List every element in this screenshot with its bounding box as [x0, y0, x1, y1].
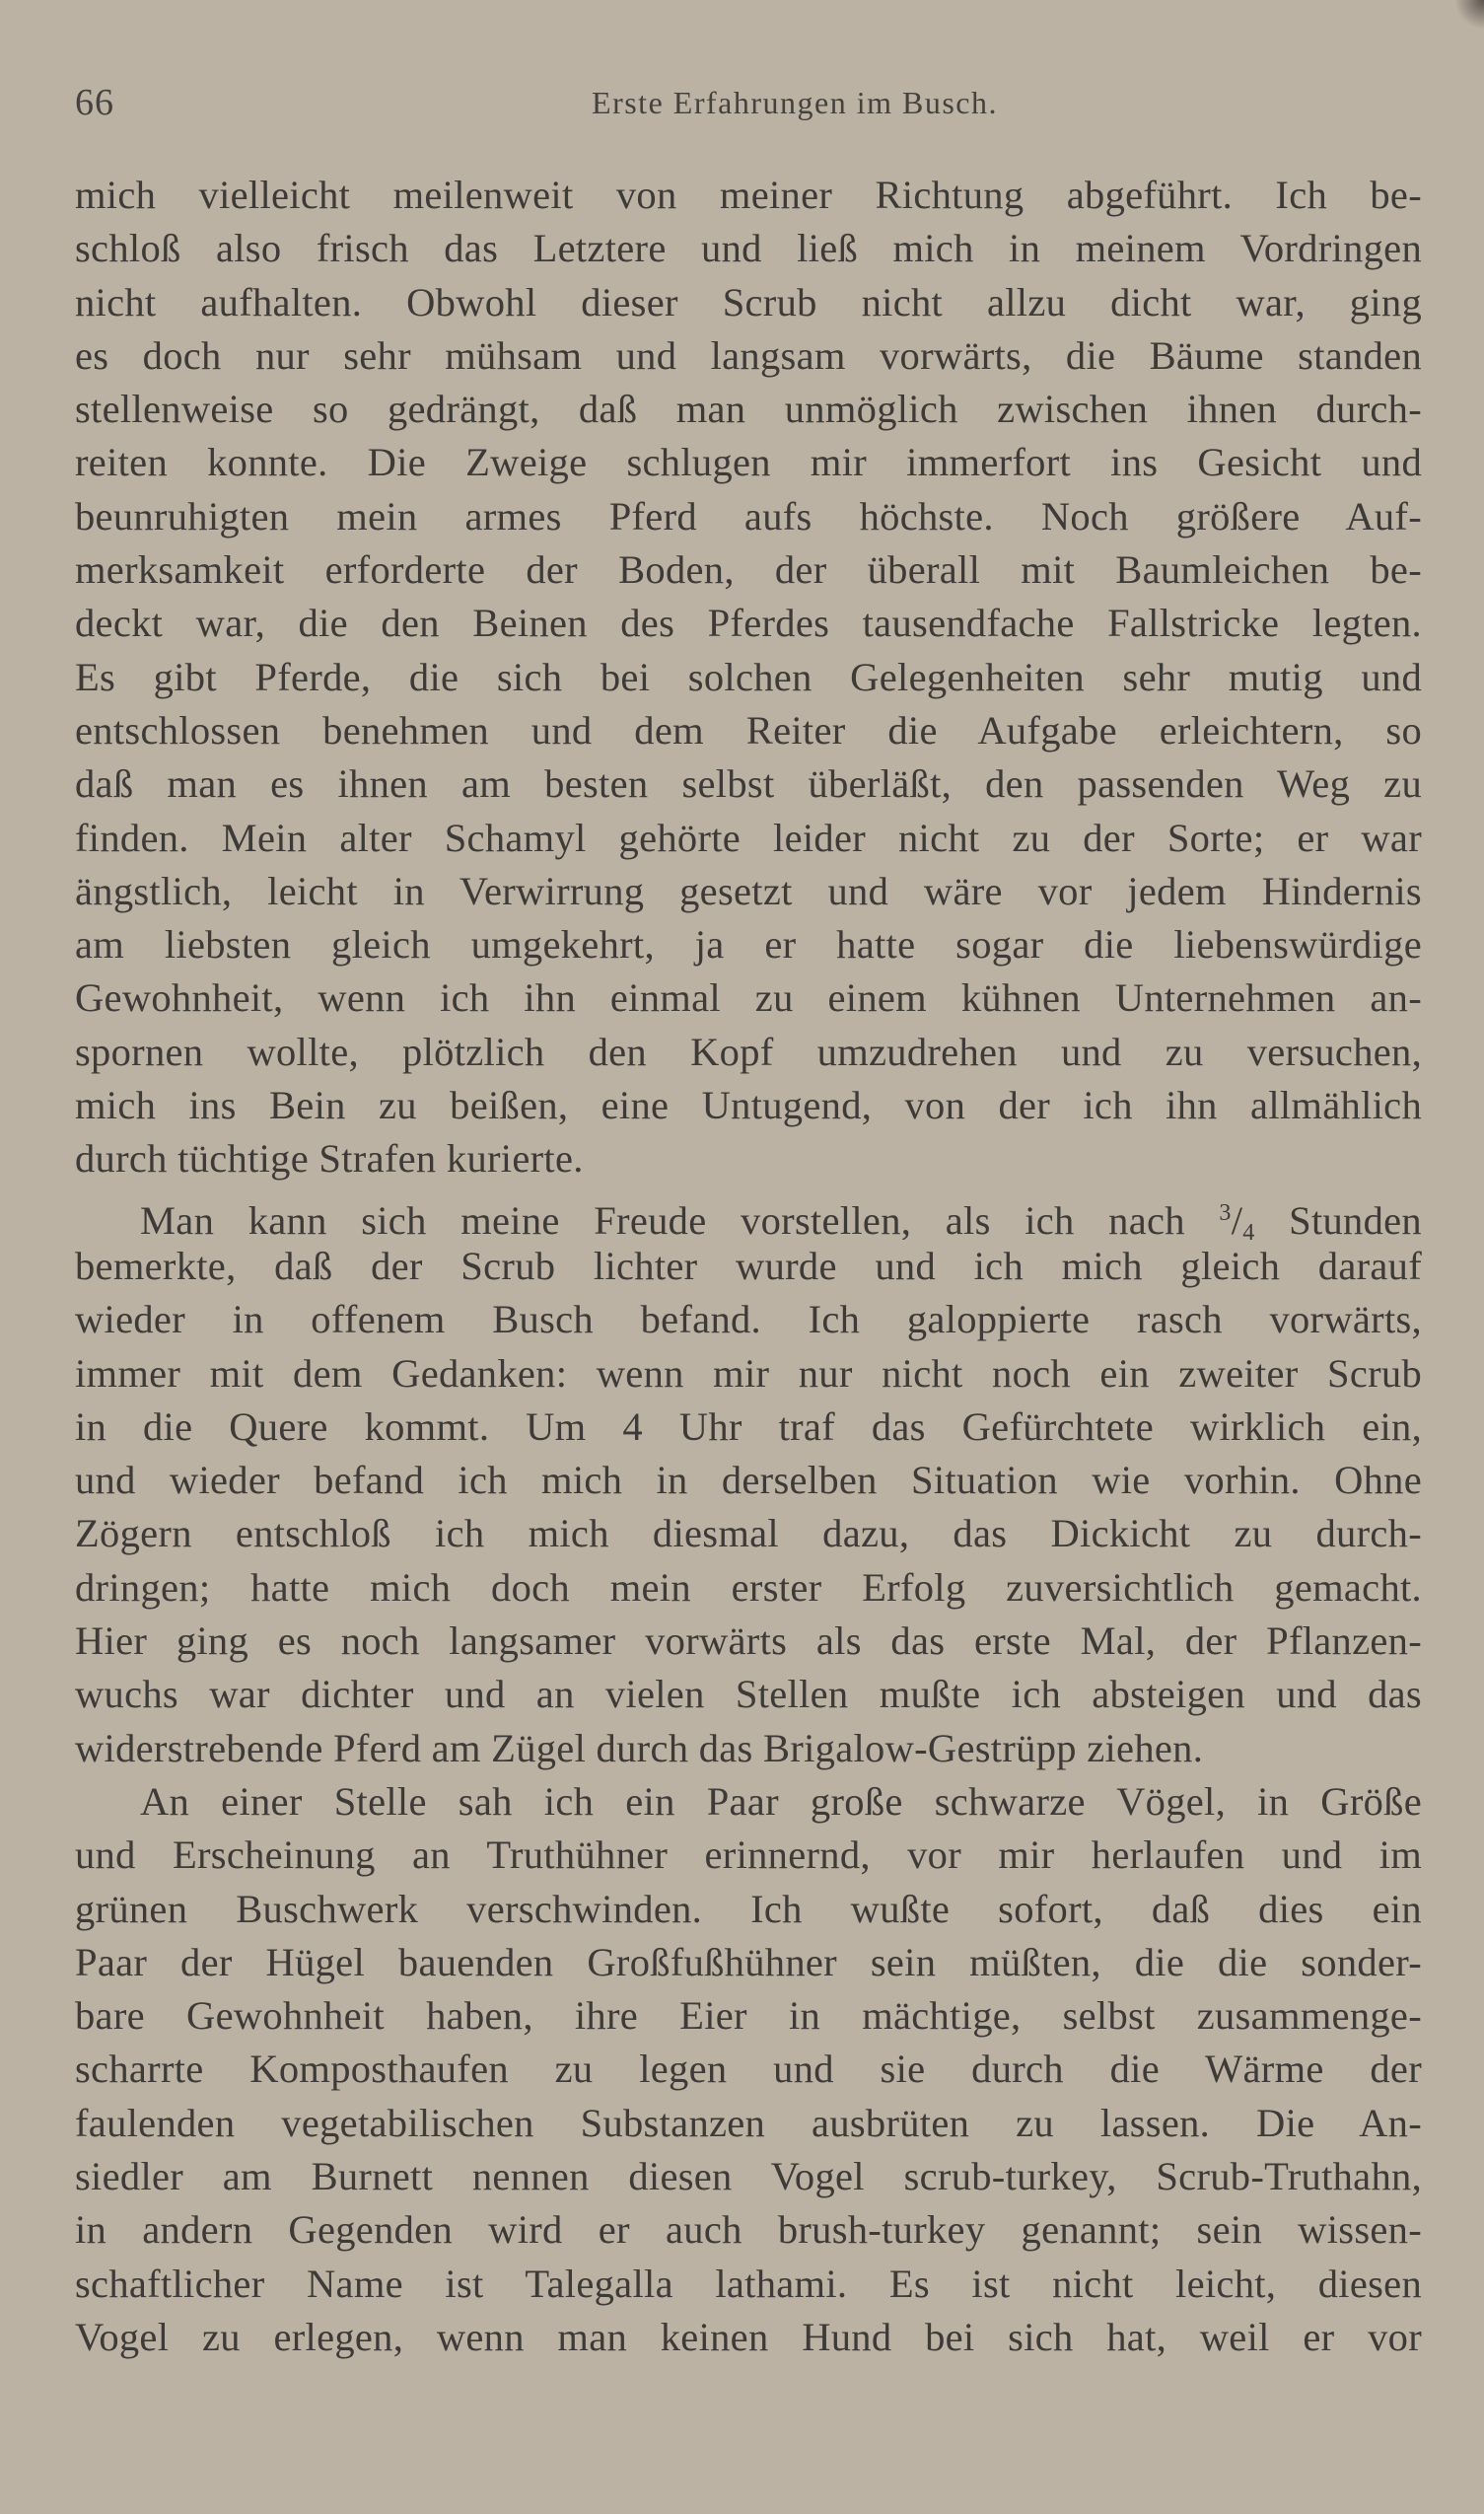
text-line: [75, 1186, 1422, 1240]
text-line: widerstrebende Pferd am Zügel durch das Brigalow-Gestrüpp ziehen.: [75, 1725, 1204, 1770]
text-line: faulenden vegetabilischen Substanzen ausbrüten zu lassen. Die An-: [75, 2100, 1422, 2145]
text-line: wieder in offenem Busch befand. Ich galoppierte rasch vorwärts,: [75, 1297, 1422, 1342]
line-text-after: Stunden: [1254, 1197, 1422, 1240]
text-line: finden. Mein alter Schamyl gehörte leider nicht zu der Sorte; er war: [75, 815, 1422, 860]
text-line: stellenweise so gedrängt, daß man unmöglich zwischen ihnen durch-: [75, 387, 1422, 432]
text-line: immer mit dem Gedanken: wenn mir nur nicht noch ein zweiter Scrub: [75, 1350, 1422, 1396]
text-line: durch tüchtige Strafen kurierte.: [75, 1136, 584, 1182]
page-number: 66: [75, 82, 114, 123]
fraction-separator: /: [1231, 1197, 1243, 1240]
text-line: Zögern entschloß ich mich diesmal dazu, das Dickicht zu durch-: [75, 1511, 1422, 1556]
text-line: siedler am Burnett nennen diesen Vogel scrub-turkey, Scrub-Truthahn,: [75, 2153, 1422, 2198]
text-line: Hier ging es noch langsamer vorwärts als das erste Mal, der Pflanzen-: [75, 1618, 1422, 1664]
text-line: und Erscheinung an Truthühner erinnernd, vor mir herlaufen und im: [75, 1832, 1422, 1878]
text-line: ängstlich, leicht in Verwirrung gesetzt und wäre vor jedem Hindernis: [75, 868, 1422, 913]
text-line: bare Gewohnheit haben, ihre Eier in mächtige, selbst zusammenge-: [75, 1993, 1422, 2039]
text-line: spornen wollte, plötzlich den Kopf umzudrehen und zu versuchen,: [75, 1029, 1422, 1074]
fraction-denominator: 4: [1242, 1219, 1255, 1240]
text-line: reiten konnte. Die Zweige schlugen mir immerfort ins Gesicht und: [75, 440, 1422, 485]
text-line: An einer Stelle sah ich ein Paar große schwarze Vögel, in Größe: [140, 1778, 1422, 1824]
text-line: merksamkeit erforderte der Boden, der überall mit Baumleichen be-: [75, 547, 1422, 593]
body-text: [75, 169, 1422, 2364]
text-line: scharrte Komposthaufen zu legen und sie durch die Wärme der: [75, 2047, 1422, 2092]
running-title: Erste Erfahrungen im Busch.: [592, 85, 998, 120]
text-line: mich vielleicht meilenweit von meiner Richtung abgeführt. Ich be-: [75, 173, 1422, 217]
fraction-numerator: 3: [1219, 1199, 1232, 1226]
line-text-before: Man kann sich meine Freude vorstellen, als ich nach: [140, 1197, 1220, 1240]
text-line: Paar der Hügel bauenden Großfußhühner sein müßten, die die sonder-: [75, 1939, 1422, 1984]
text-line: bemerkte, daß der Scrub lichter wurde und ich mich gleich darauf: [75, 1243, 1422, 1288]
text-line: Vogel zu erlegen, wenn man keinen Hund bei sich hat, weil er vor: [75, 2314, 1422, 2359]
text-line: schaftlicher Name ist Talegalla lathami. Es ist nicht leicht, diesen: [75, 2261, 1422, 2306]
text-line: schloß also frisch das Letztere und ließ mich in meinem Vordringen: [75, 226, 1422, 271]
text-line: mich ins Bein zu beißen, eine Untugend, von der ich ihn allmählich: [75, 1083, 1422, 1128]
text-line: deckt war, die den Beinen des Pferdes tausendfache Fallstricke legten.: [75, 601, 1422, 646]
text-line: daß man es ihnen am besten selbst überläßt, den passenden Weg zu: [75, 761, 1422, 807]
text-line: Es gibt Pferde, die sich bei solchen Gelegenheiten sehr mutig und: [75, 654, 1422, 699]
text-line: in die Quere kommt. Um 4 Uhr traf das Gefürchtete wirklich ein,: [75, 1403, 1422, 1449]
text-line: und wieder befand ich mich in derselben Situation wie vorhin. Ohne: [75, 1458, 1422, 1503]
running-head: [75, 81, 1406, 130]
text-line: in andern Gegenden wird er auch brush-turkey genannt; sein wissen-: [75, 2207, 1422, 2253]
text-line: es doch nur sehr mühsam und langsam vorwärts, die Bäume standen: [75, 332, 1422, 378]
text-line: am liebsten gleich umgekehrt, ja er hatte sogar die liebenswürdige: [75, 922, 1422, 968]
text-line: grünen Buschwerk verschwinden. Ich wußte sofort, daß dies ein: [75, 1886, 1422, 1931]
page-corner-shadow: [1454, 0, 1484, 30]
text-line: entschlossen benehmen und dem Reiter die Aufgabe erleichtern, so: [75, 707, 1422, 753]
text-line: dringen; hatte mich doch mein erster Erfolg zuversichtlich gemacht.: [75, 1564, 1422, 1610]
text-line: wuchs war dichter und an vielen Stellen mußte ich absteigen und das: [75, 1672, 1422, 1717]
text-line: beunruhigten mein armes Pferd aufs höchste. Noch größere Auf-: [75, 493, 1422, 539]
text-line: Gewohnheit, wenn ich ihn einmal zu einem kühnen Unternehmen an-: [75, 975, 1422, 1021]
text-line: nicht aufhalten. Obwohl dieser Scrub nicht allzu dicht war, ging: [75, 279, 1422, 324]
